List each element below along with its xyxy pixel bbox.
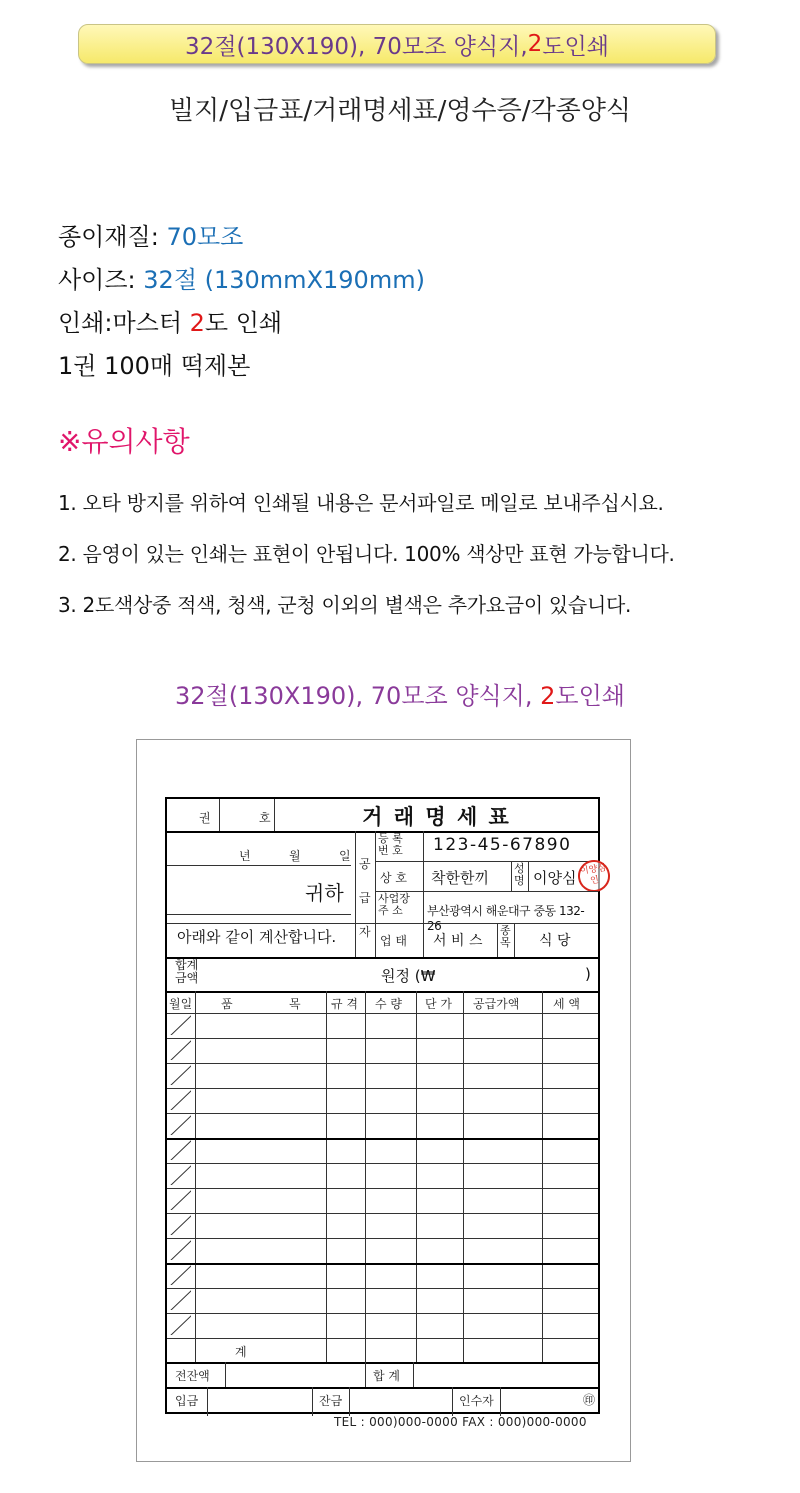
- divider: [375, 861, 598, 862]
- date-slash-mark: [167, 1138, 191, 1160]
- address-label-bottom: 주 소: [378, 904, 403, 917]
- notice-title: ※유의사항: [58, 425, 190, 458]
- divider: [312, 1387, 313, 1416]
- prev-balance-label: 전잔액: [175, 1369, 210, 1383]
- spec-size-label: 사이즈:: [58, 266, 144, 294]
- divider: [167, 1387, 598, 1389]
- supplier-label: 급: [359, 891, 371, 905]
- divider: [349, 1387, 350, 1416]
- divider: [355, 831, 356, 957]
- date-slash-mark: [167, 1263, 191, 1285]
- supplier-label: 자: [359, 925, 371, 939]
- notice-item: 2. 음영이 있는 인쇄는 표현이 안됩니다. 100% 색상만 표현 가능합니다.: [58, 542, 675, 566]
- date-slash-mark: [167, 1113, 191, 1135]
- reg-label: [378, 833, 403, 857]
- sample-title-highlight: 2: [540, 682, 556, 710]
- grid-row-line: [167, 1238, 598, 1239]
- grid-row-line: [167, 1063, 598, 1064]
- divider: [375, 831, 376, 957]
- divider: [225, 1362, 226, 1387]
- receiver-label: 인수자: [459, 1394, 494, 1408]
- spec-print: [58, 302, 425, 345]
- business-type-label: 업 태: [380, 934, 407, 948]
- subtotal-label: 계: [235, 1345, 247, 1359]
- date-slash-mark: [167, 1288, 191, 1310]
- divider: [452, 1387, 453, 1416]
- date-slash-mark: [167, 1038, 191, 1060]
- grid-column-line: [542, 991, 543, 1362]
- item-value: 식 당: [539, 933, 571, 949]
- grid-row-line: [167, 1138, 598, 1140]
- sample-title-end: 도인쇄: [555, 682, 625, 710]
- date-slash-mark: [167, 1313, 191, 1335]
- divider: [167, 923, 598, 924]
- divider: [500, 1387, 501, 1416]
- divider: [167, 865, 351, 866]
- month-label: 월: [289, 849, 301, 863]
- grid-column-line: [416, 991, 417, 1362]
- divider: [219, 799, 220, 831]
- grid-row-line: [167, 1038, 598, 1039]
- col-header-date: 월일: [169, 997, 193, 1011]
- grid-row-line: [167, 1263, 598, 1265]
- grid-row-line: [167, 1313, 598, 1314]
- date-slash-mark: [167, 1238, 191, 1260]
- contact-footer: TEL : 000)000-0000 FAX : 000)000-0000: [334, 1415, 587, 1429]
- grid-row-line: [167, 1188, 598, 1189]
- total-label-bottom: 금액: [175, 971, 199, 985]
- grid-column-line: [326, 991, 327, 1362]
- book-label: 권: [199, 811, 211, 825]
- item-label: [500, 925, 511, 949]
- grid-column-line: [195, 991, 196, 1362]
- address-value: 부산광역시 해운대구 중동 132-26: [427, 904, 585, 933]
- total-won-label: 원정 (₩: [381, 967, 436, 985]
- company-value: 착한한끼: [431, 869, 489, 887]
- date-slash-mark: [167, 1188, 191, 1210]
- total-close: ): [585, 965, 591, 983]
- banner-text: 32절(130X190), 70모조 양식지,: [185, 33, 528, 60]
- grid-column-line: [365, 991, 366, 1362]
- balance-label: 잔금: [319, 1394, 343, 1408]
- divider: [511, 861, 512, 891]
- col-header-item: 품: [221, 997, 233, 1011]
- notice-item: 1. 오타 방지를 위하여 인쇄될 내용은 문서파일로 메일로 보내주십시요.: [58, 491, 664, 515]
- col-header-quantity: 수 량: [375, 997, 402, 1011]
- top-banner: [78, 24, 716, 64]
- grid-row-line: [167, 1213, 598, 1214]
- reg-label-top: 등 록: [378, 832, 403, 845]
- name-label: [514, 863, 525, 887]
- divider: [528, 861, 529, 891]
- divider: [497, 923, 498, 957]
- grid-row-line: [167, 1113, 598, 1114]
- spec-size: [58, 259, 425, 302]
- reg-number-value: 123-45-67890: [433, 835, 572, 855]
- spec-print-highlight: 2: [189, 309, 205, 337]
- divider: [207, 1387, 208, 1416]
- seal-mark: ㊞: [583, 1393, 596, 1407]
- notice-item: 3. 2도색상중 적색, 청색, 군청 이외의 별색은 추가요금이 있습니다.: [58, 593, 632, 617]
- grid-row-line: [167, 1288, 598, 1289]
- address-label-top: 사업장: [378, 892, 410, 905]
- col-header-spec: 규 격: [331, 997, 358, 1011]
- supplier-label: 공: [359, 857, 371, 871]
- divider: [365, 1362, 366, 1387]
- item-label-top: 종: [500, 924, 511, 937]
- deposit-label: 입금: [175, 1394, 199, 1408]
- name-value: 이양심: [533, 869, 577, 887]
- col-header-item-2: 목: [289, 997, 301, 1011]
- company-label: 상 호: [380, 871, 407, 885]
- sample-title: [0, 676, 800, 711]
- day-label: 일: [339, 849, 351, 863]
- address-label: [378, 893, 410, 917]
- sample-title-text: 32절(130X190), 70모조 양식지,: [175, 682, 541, 710]
- divider: [413, 1362, 414, 1387]
- year-label: 년: [239, 849, 251, 863]
- col-header-supply: 공급가액: [473, 997, 520, 1011]
- total-amount-label: [175, 959, 198, 985]
- divider: [167, 914, 351, 915]
- seal-stamp: 이양심인: [576, 858, 612, 894]
- date-slash-mark: [167, 1063, 191, 1085]
- transaction-statement-form: [165, 797, 607, 1414]
- date-slash-mark: [167, 1163, 191, 1185]
- date-slash-mark: [167, 1213, 191, 1235]
- name-label-top: 성: [514, 862, 525, 875]
- number-label: 호: [259, 811, 271, 825]
- date-slash-mark: [167, 1013, 191, 1035]
- grid-row-line: [167, 1338, 598, 1339]
- calculation-text: 아래와 같이 계산합니다.: [177, 928, 337, 946]
- spec-paper: [58, 216, 425, 259]
- col-header-tax: 세 액: [553, 997, 580, 1011]
- grid-column-line: [463, 991, 464, 1362]
- spec-paper-label: 종이재질:: [58, 223, 167, 251]
- sum-label: 합 계: [373, 1369, 400, 1383]
- total-label-top: 합계: [175, 958, 199, 972]
- item-label-bottom: 목: [500, 936, 511, 949]
- reg-label-bottom: 번 호: [378, 844, 403, 857]
- grid-row-line: [167, 1163, 598, 1164]
- spec-print-label: 인쇄:마스터: [58, 309, 190, 337]
- banner-text-end: 도인쇄: [542, 33, 609, 60]
- spec-paper-value: 70모조: [166, 223, 244, 251]
- spec-binding: 1권 100매 떡제본: [58, 352, 251, 380]
- product-subtitle: 빌지/입금표/거래명세표/영수증/각종양식: [168, 96, 631, 126]
- spec-list: [58, 216, 425, 388]
- grid-header-line: [167, 1013, 598, 1014]
- divider: [167, 957, 598, 959]
- divider: [423, 831, 424, 957]
- grid-row-line: [167, 1088, 598, 1089]
- date-slash-mark: [167, 1088, 191, 1110]
- notice-list: [58, 478, 675, 631]
- business-type-value: 서 비 스: [433, 933, 483, 949]
- divider: [514, 923, 515, 957]
- document-title: 거 래 명 세 표: [362, 805, 511, 829]
- banner-highlight: 2: [527, 31, 543, 57]
- divider: [167, 991, 598, 993]
- name-label-bottom: 명: [514, 874, 525, 887]
- col-header-unit-price: 단 가: [425, 997, 452, 1011]
- divider: [167, 1362, 598, 1364]
- recipient-suffix: 귀하: [305, 881, 344, 905]
- spec-size-value: 32절 (130mmX190mm): [143, 266, 425, 294]
- spec-print-rest: 도 인쇄: [204, 309, 283, 337]
